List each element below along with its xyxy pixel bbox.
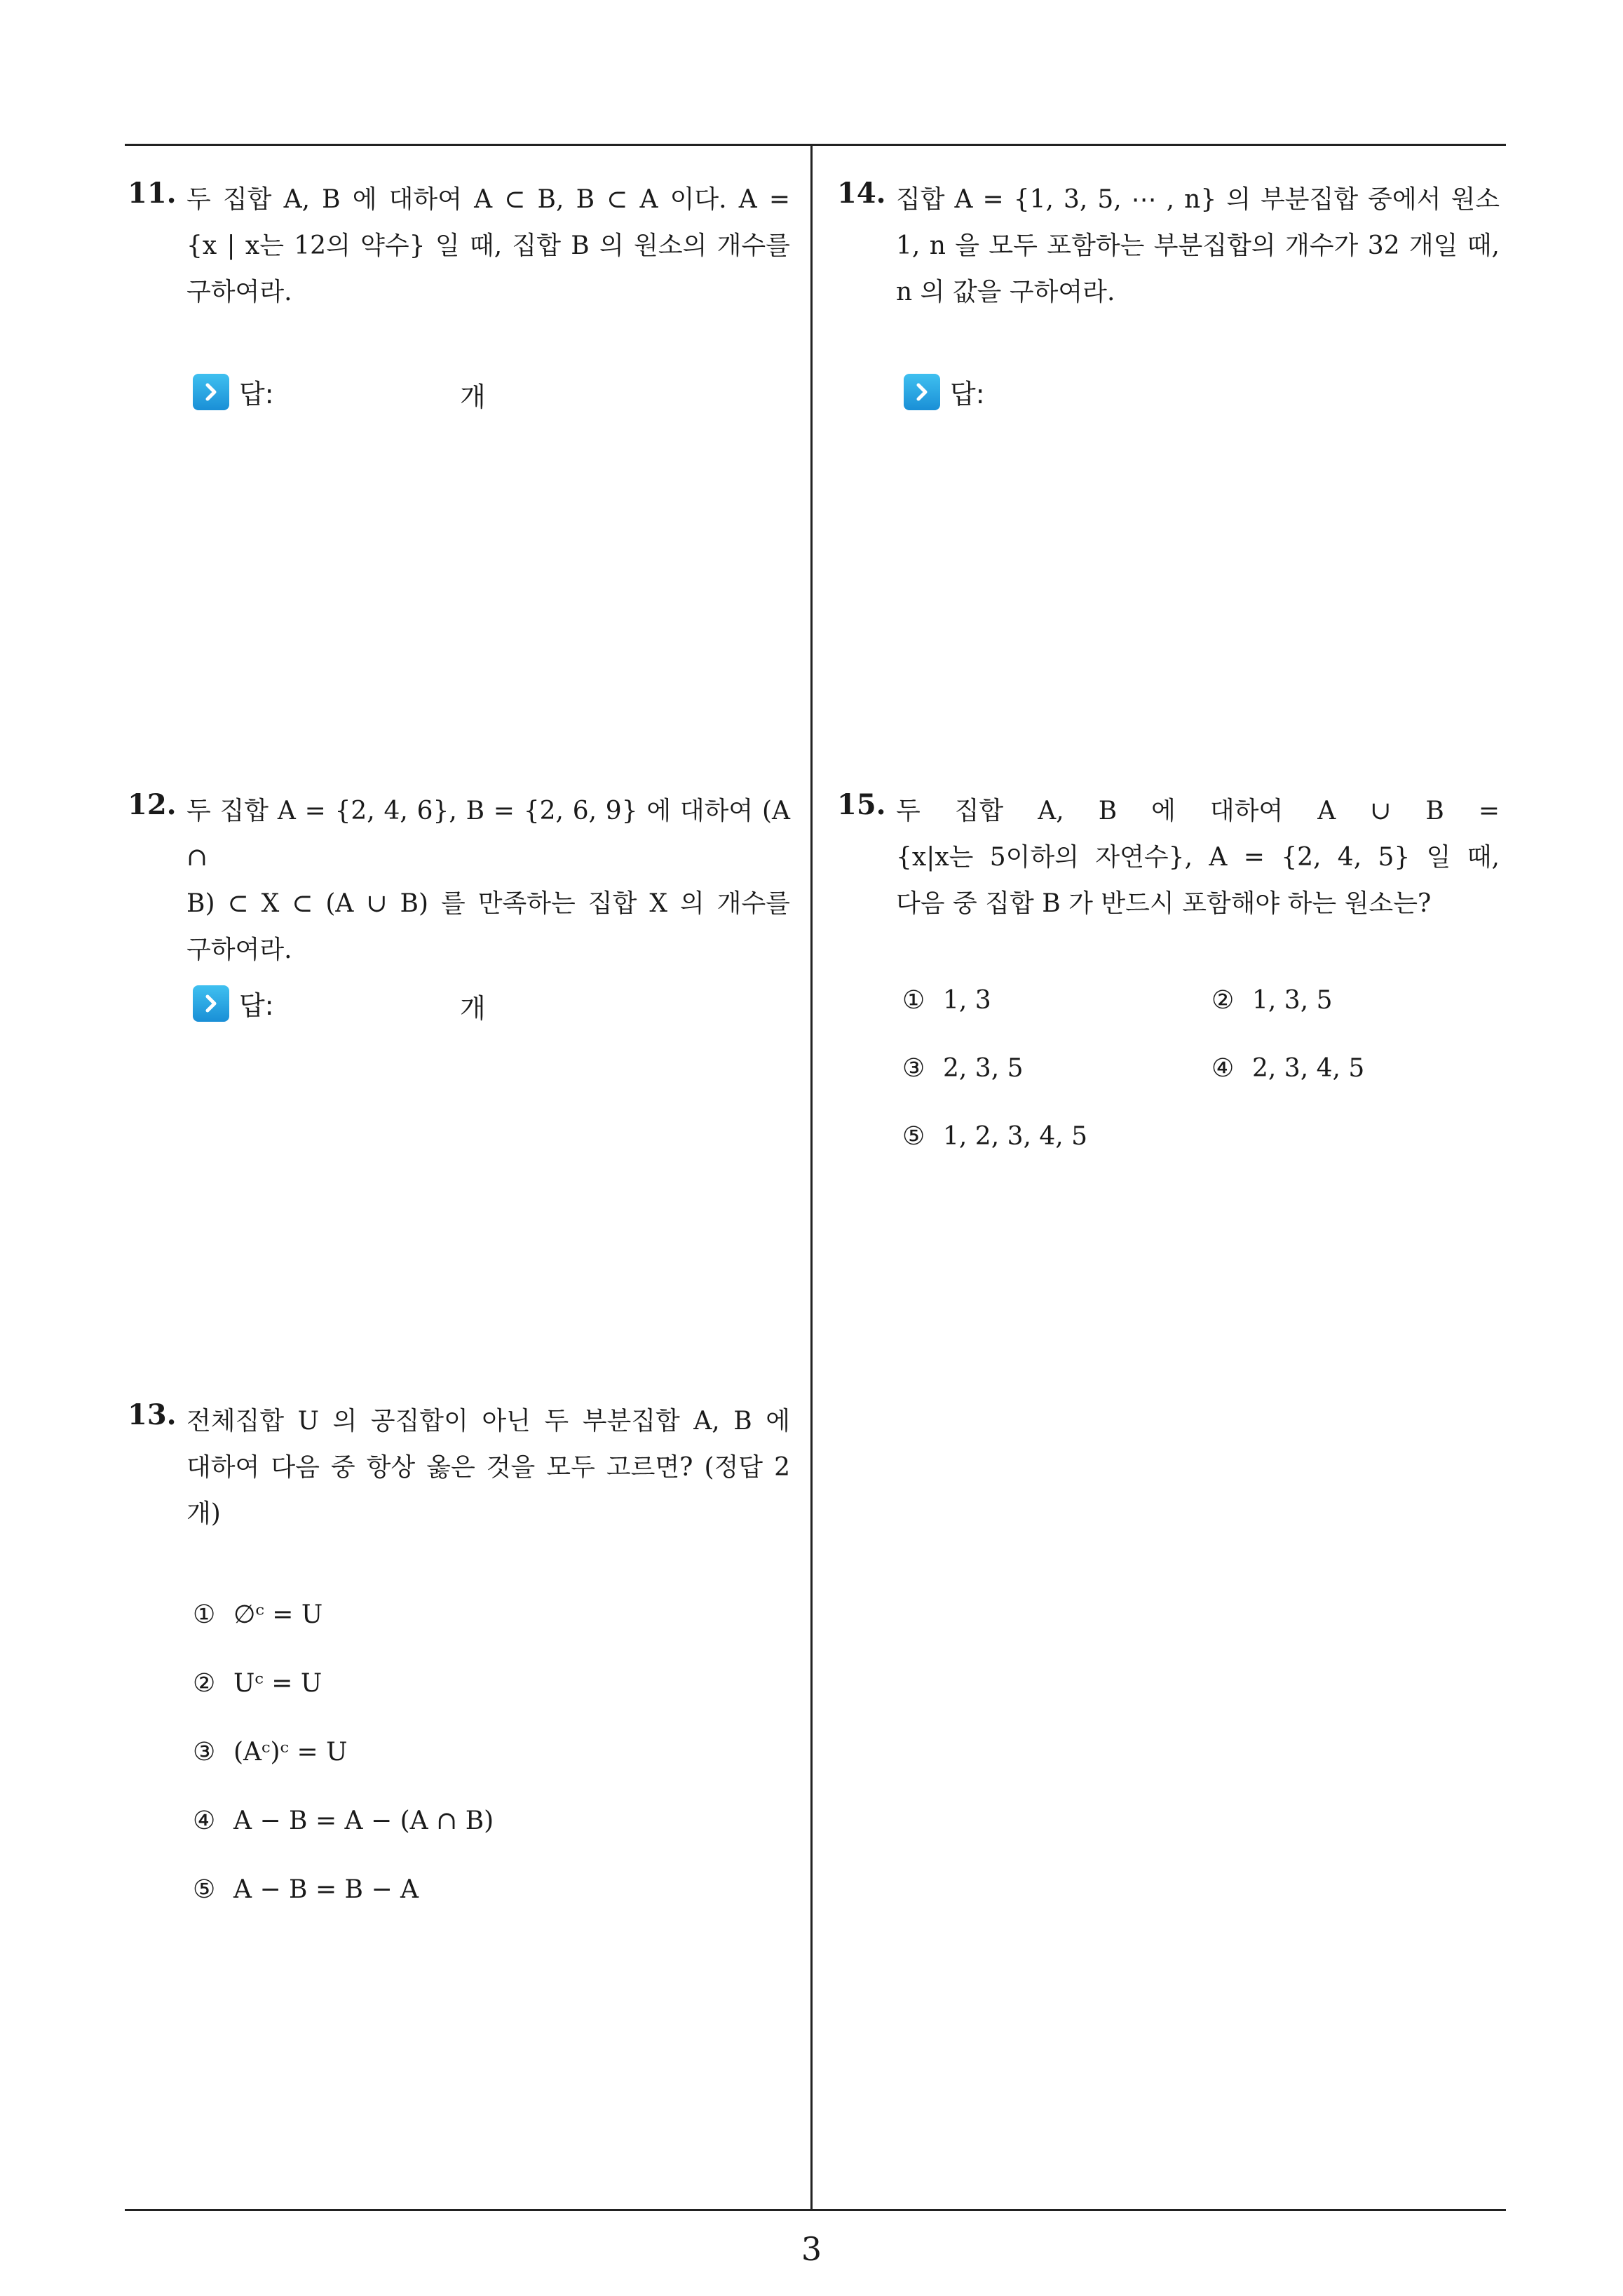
choice-text: 1, 2, 3, 4, 5 — [943, 1122, 1088, 1151]
choice-text: A − B = A − (A ∩ B) — [233, 1807, 494, 1835]
choice-text: 1, 3 — [943, 986, 991, 1015]
choice-number: ④ — [1211, 1054, 1235, 1083]
choice-text: A − B = B − A — [233, 1875, 419, 1904]
question-line: n 의 값을 구하여라. — [896, 278, 1115, 306]
question-line: 구하여라. — [186, 278, 292, 306]
choice-text: Uᶜ = U — [233, 1669, 322, 1698]
choice-item[interactable] — [1211, 986, 1333, 1015]
question-number: 13. — [128, 1398, 177, 1431]
answer-row-11 — [193, 372, 274, 411]
choice-number: ① — [902, 986, 925, 1015]
choice-text: 2, 3, 4, 5 — [1252, 1054, 1365, 1083]
question-15 — [837, 788, 1500, 927]
column-divider — [810, 144, 813, 2211]
choice-number: ④ — [193, 1807, 216, 1835]
answer-label: 답: — [239, 990, 274, 1021]
question-11 — [128, 177, 790, 316]
choice-text: 2, 3, 5 — [943, 1054, 1024, 1083]
question-line: 두 집합 A, B 에 대하여 A ⊂ B, B ⊂ A 이다. A = — [186, 185, 790, 214]
question-text — [186, 788, 790, 973]
question-line: {x | x는 12의 약수} 일 때, 집합 B 의 원소의 개수를 — [186, 231, 790, 260]
question-line: {x|x는 5이하의 자연수}, A = {2, 4, 5} 일 때, — [896, 843, 1500, 872]
question-number: 12. — [128, 788, 177, 821]
choice-text: (Aᶜ)ᶜ = U — [233, 1738, 348, 1767]
choice-item[interactable] — [902, 986, 991, 1015]
question-12 — [128, 788, 790, 973]
question-line: 두 집합 A, B 에 대하여 A ∪ B = — [896, 797, 1500, 825]
answer-unit: 개 — [460, 993, 486, 1024]
question-13 — [128, 1398, 790, 1537]
chevron-right-icon — [193, 374, 229, 410]
question-text — [186, 1398, 790, 1537]
choice-text: 1, 3, 5 — [1252, 986, 1333, 1015]
question-line: 개) — [186, 1499, 221, 1528]
top-rule — [125, 144, 1506, 146]
question-number: 11. — [128, 177, 177, 210]
choice-number: ③ — [193, 1738, 216, 1767]
choice-item[interactable] — [902, 1054, 1024, 1083]
choice-number: ① — [193, 1600, 216, 1629]
question-text — [186, 177, 790, 316]
choice-item[interactable] — [193, 1600, 322, 1629]
answer-label: 답: — [239, 379, 274, 410]
choice-number: ② — [1211, 986, 1235, 1015]
question-line: 다음 중 집합 B 가 반드시 포함해야 하는 원소는? — [896, 889, 1432, 918]
choice-item[interactable] — [902, 1122, 1087, 1151]
answer-row-14 — [904, 372, 985, 411]
question-number: 15. — [837, 788, 886, 821]
chevron-right-icon — [193, 985, 229, 1022]
question-text — [896, 177, 1500, 316]
question-line: 전체집합 U 의 공집합이 아닌 두 부분집합 A, B 에 — [186, 1407, 790, 1436]
choice-number: ⑤ — [193, 1875, 216, 1904]
question-line: 대하여 다음 중 항상 옳은 것을 모두 고르면? (정답 2 — [186, 1453, 790, 1482]
choice-item[interactable] — [1211, 1054, 1364, 1083]
question-line: 두 집합 A = {2, 4, 6}, B = {2, 6, 9} 에 대하여 (A ∩ — [186, 797, 790, 872]
choice-item[interactable] — [193, 1875, 419, 1904]
page-number: 3 — [801, 2230, 822, 2268]
choice-text: ∅ᶜ = U — [233, 1600, 323, 1629]
question-line: 1, n 을 모두 포함하는 부분집합의 개수가 32 개일 때, — [896, 231, 1500, 260]
answer-label: 답: — [950, 379, 985, 410]
question-line: 구하여라. — [186, 936, 292, 964]
choice-item[interactable] — [193, 1807, 494, 1835]
question-14 — [837, 177, 1500, 316]
question-text — [896, 788, 1500, 927]
question-line: 집합 A = {1, 3, 5, ⋯ , n} 의 부분집합 중에서 원소 — [896, 185, 1500, 214]
choice-item[interactable] — [193, 1738, 347, 1767]
choice-item[interactable] — [193, 1669, 322, 1698]
answer-row-12 — [193, 984, 274, 1022]
answer-unit: 개 — [460, 381, 486, 412]
choice-number: ② — [193, 1669, 216, 1698]
choice-number: ③ — [902, 1054, 925, 1083]
bottom-rule — [125, 2209, 1506, 2211]
choice-number: ⑤ — [902, 1122, 925, 1151]
question-line: B) ⊂ X ⊂ (A ∪ B) 를 만족하는 집합 X 의 개수를 — [186, 889, 790, 918]
question-number: 14. — [837, 177, 886, 210]
chevron-right-icon — [904, 374, 940, 410]
